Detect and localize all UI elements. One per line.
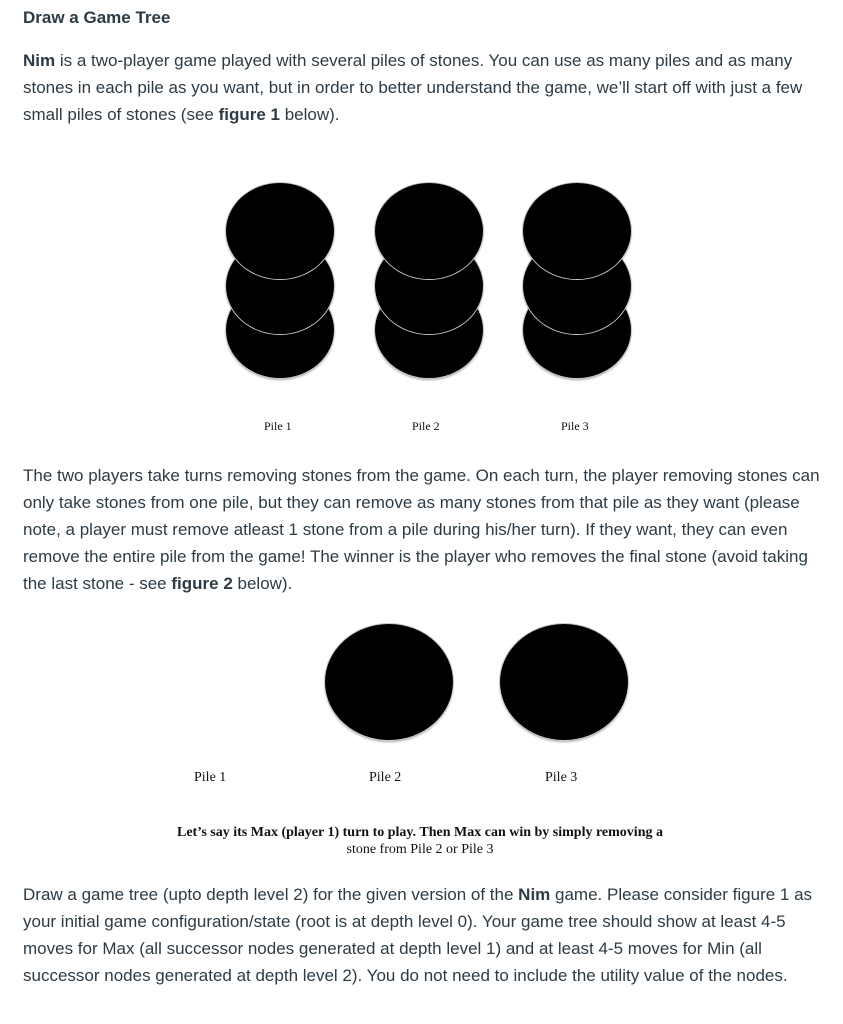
stone — [523, 183, 631, 279]
pile-2-label: Pile 2 — [412, 419, 440, 433]
stone — [500, 624, 628, 740]
intro-paragraph — [23, 47, 823, 128]
stone — [375, 183, 483, 279]
figure-2-reference: figure 2 — [171, 574, 233, 593]
pile-3-label: Pile 3 — [561, 419, 589, 433]
figure-2-caption — [150, 824, 690, 858]
task-text: Draw a game tree (upto depth level 2) for the given version of the — [23, 885, 519, 904]
pile-1-label: Pile 1 — [264, 419, 292, 433]
intro-text-end: below). — [280, 105, 340, 124]
pile-2-label: Pile 2 — [369, 770, 402, 785]
stone — [325, 624, 453, 740]
task-paragraph — [23, 881, 823, 989]
intro-text: is a two-player game played with several piles of stones. You can use as many piles and as many stones in each pile as you want, but in order to better understand the game, we’ll start off with just a few small piles of stones (see — [23, 51, 803, 124]
nim-term: Nim — [518, 885, 551, 904]
stone — [226, 183, 334, 279]
page-title: Draw a Game Tree — [23, 8, 171, 27]
figure-1-reference: figure 1 — [218, 105, 280, 124]
rules-text: The two players take turns removing stones from the game. On each turn, the player removing stones can only take stones from one pile, but they can remove as many stones from that pile as they want (please note, a player must remove atleast 1 stone from a pile during his/her turn). If they want, they can even remove the entire pile from the game! The winner is the player who removes the final stone (avoid taking the last stone - see — [23, 466, 820, 593]
rules-paragraph — [23, 462, 823, 597]
pile-1-label: Pile 1 — [194, 770, 227, 785]
caption-line-2: stone from Pile 2 or Pile 3 — [346, 842, 494, 857]
caption-line-1: Let’s say its Max (player 1) turn to play. Then Max can win by simply removing a — [176, 825, 663, 840]
nim-term: Nim — [23, 51, 56, 70]
pile-3-label: Pile 3 — [545, 770, 578, 785]
task-text-end: game. Please consider figure 1 as your initial game configuration/state (root is at depth level 0). Your game tree should show at least 4-5 moves for Max (all successor nodes generated at depth level 1) and at least 4-5 moves for Min (all successor nodes generated at depth level 2). You do not need to include the utility value of the nodes. — [23, 885, 813, 985]
rules-text-end: below). — [232, 574, 293, 593]
